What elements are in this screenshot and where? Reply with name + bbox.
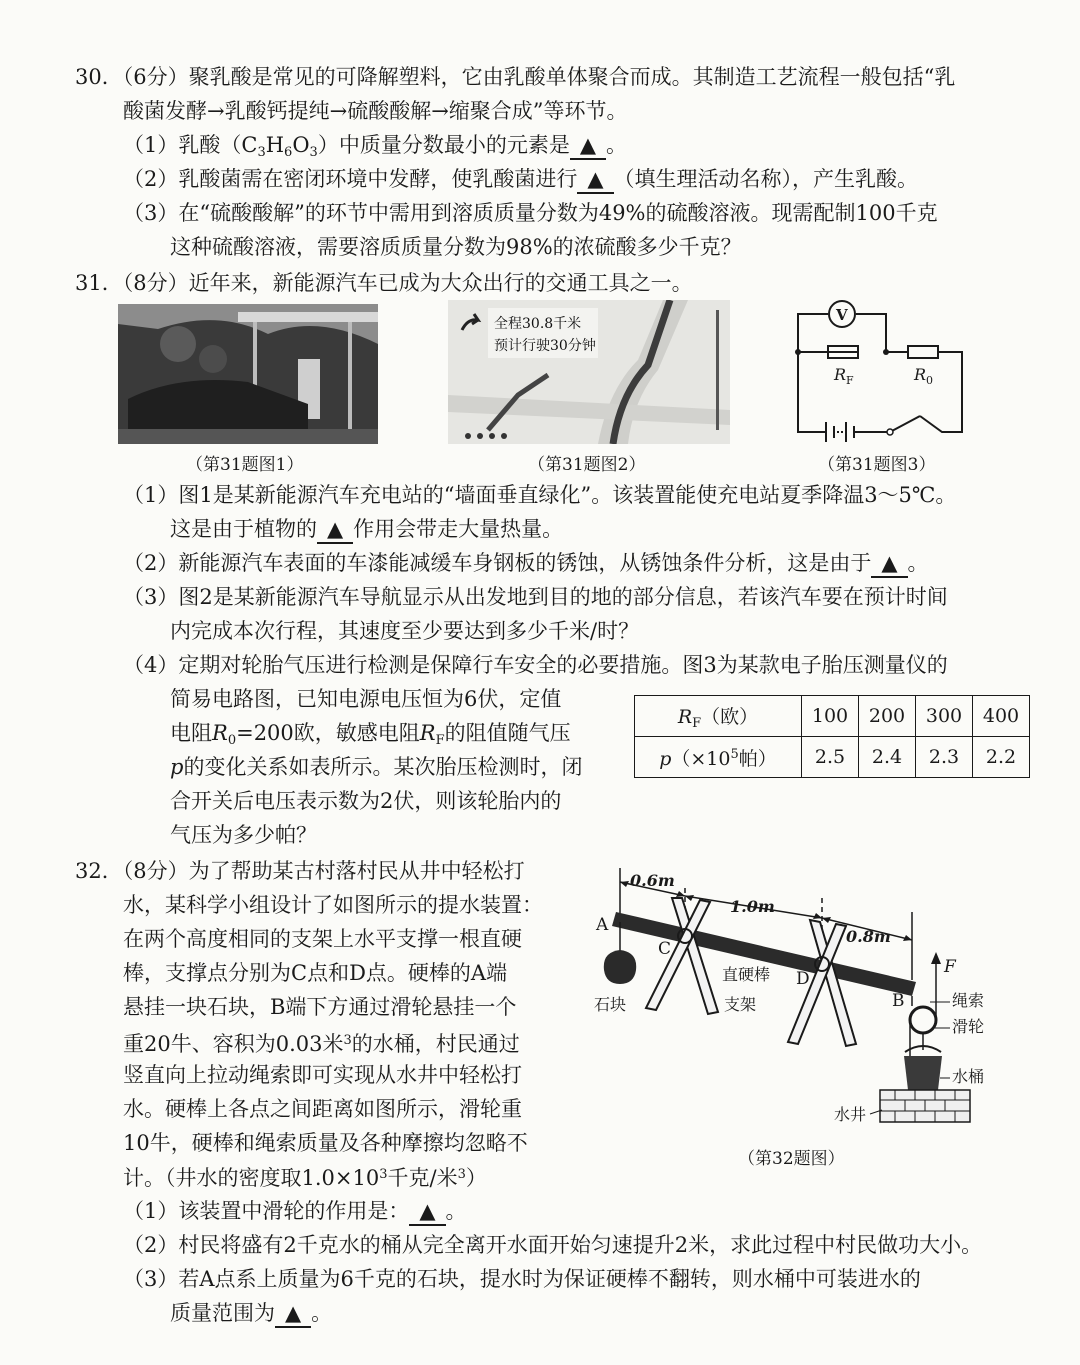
rf-pressure-table — [634, 695, 1030, 778]
q31-figure3-circuit — [790, 296, 970, 444]
point-c-label: C — [658, 939, 672, 959]
q32-stem-line8: 水。硬棒上各点之间距离如图所示，滑轮重 — [123, 1097, 522, 1121]
point-d-label: D — [796, 969, 810, 989]
voltmeter-label: V — [836, 306, 848, 324]
q31-part4-line5: 合开关后电压表示数为2伏，则该轮胎内的 — [170, 789, 562, 813]
label-frame: 支架 — [724, 995, 757, 1014]
table-cell: 400 — [973, 696, 1030, 737]
q32-part3-line1: （3）若A点系上质量为6千克的石块，提水时为保证硬棒不翻转，则水桶中可装进水的 — [123, 1267, 921, 1291]
q32-stem-line4: 棒，支撑点分别为C点和D点。硬棒的A端 — [123, 961, 508, 985]
q30-stem-line2: 酸菌发酵→乳酸钙提纯→硫酸酸解→缩聚合成”等环节。 — [123, 99, 628, 123]
q31-nav-line1: 全程30.8千米 — [494, 316, 582, 332]
dim-0-8m: 0.8m — [846, 927, 891, 946]
q32-stem-line3: 在两个高度相同的支架上水平支撑一根直硬 — [123, 927, 522, 951]
answer-blank-q30-2[interactable]: ▲ — [577, 166, 613, 194]
table-cell: 2.5 — [802, 737, 859, 778]
q31-fig2-caption: （第31题图2） — [528, 455, 646, 475]
q32-stem-line6: 重20牛、容积为0.03米$^3$的水桶，村民通过 — [123, 1032, 520, 1056]
q31-figure1-photo — [118, 304, 378, 444]
q30-part1: （1）乳酸$(C_3H_6O_3)$中质量分数最小的元素是 ▲ 。 — [123, 133, 627, 160]
dim-1-0m: 1.0m — [730, 897, 775, 916]
q32-stem-line7: 竖直向上拉动绳索即可实现从水井中轻松打 — [123, 1063, 522, 1087]
label-rod: 直硬棒 — [722, 965, 771, 984]
q30-part3-line1: （3）在“硫酸酸解”的环节中需用到溶质质量分数为49%的硫酸溶液。现需配制100千克 — [123, 201, 938, 225]
q31-stem: 31．（8分）近年来，新能源汽车已成为大众出行的交通工具之一。 — [75, 271, 693, 295]
q31-part4-line4: p的变化关系如表所示。某次胎压检测时，闭 — [170, 755, 583, 779]
q32-stem-line9: 10牛，硬棒和绳索质量及各种摩擦均忽略不 — [123, 1131, 528, 1155]
table-cell: 2.4 — [859, 737, 916, 778]
q32-part3-line2: 质量范围为 ▲ 。 — [170, 1298, 332, 1328]
q32-stem-line1: 32．（8分）为了帮助某古村落村民从井中轻松打 — [75, 859, 525, 883]
q32-part1: （1）该装置中滑轮的作用是： ▲ 。 — [123, 1196, 467, 1226]
q31-nav-line2: 预计行驶30分钟 — [494, 338, 596, 354]
rf-label: R — [834, 365, 847, 384]
label-bucket: 水桶 — [952, 1067, 985, 1086]
q31-part4-line6: 气压为多少帕？ — [170, 823, 317, 847]
q30-part2: （2）乳酸菌需在密闭环境中发酵，使乳酸菌进行 ▲ （填生理活动名称），产生乳酸。 — [123, 164, 918, 194]
point-b-label: B — [892, 991, 905, 1011]
dim-0-6m: 0.6m — [630, 871, 675, 890]
stone — [604, 950, 636, 984]
table-cell: 2.2 — [973, 737, 1030, 778]
bucket — [904, 1056, 942, 1090]
q30-part3-line2: 这种硫酸溶液，需要溶质质量分数为98%的浓硫酸多少千克？ — [170, 235, 742, 259]
label-well: 水井 — [834, 1105, 867, 1124]
q32-stem-line5: 悬挂一块石块，B端下方通过滑轮悬挂一个 — [123, 995, 517, 1019]
q31-part4-line2: 简易电路图，已知电源电压恒为6伏，定值 — [170, 687, 562, 711]
table-row — [635, 696, 1030, 737]
answer-blank-q30-1[interactable]: ▲ — [570, 132, 606, 160]
q31-part3-line2: 内完成本次行程，其速度至少要达到多少千米/时？ — [170, 619, 640, 643]
rf-label-sub: F — [846, 374, 854, 387]
table-cell: 2.3 — [916, 737, 973, 778]
pulley — [910, 1007, 936, 1033]
q31-part1-line2: 这是由于植物的 ▲ 作用会带走大量热量。 — [170, 514, 563, 544]
q32-stem-line2: 水，某科学小组设计了如图所示的提水装置： — [123, 893, 543, 917]
table-cell: 100 — [802, 696, 859, 737]
q31-part4-line3: 电阻$R_0=200$欧，敏感电阻$R_F$的阻值随气压 — [170, 721, 571, 748]
answer-blank-q31-1[interactable]: ▲ — [317, 516, 353, 544]
q32-fig-caption: （第32题图） — [738, 1149, 845, 1169]
q31-figure2-navigation — [448, 300, 730, 444]
table-cell: 300 — [916, 696, 973, 737]
q31-part1-line1: （1）图1是某新能源汽车充电站的“墙面垂直绿化”。该装置能使充电站夏季降温3～5℃。 — [123, 483, 957, 507]
q31-part3-line1: （3）图2是某新能源汽车导航显示从出发地到目的地的部分信息，若该汽车要在预计时间 — [123, 585, 948, 609]
label-rope: 绳索 — [952, 991, 985, 1010]
q32-figure-lever — [590, 860, 1010, 1140]
q30-stem-line1: 30．（6分）聚乳酸是常见的可降解塑料，它由乳酸单体聚合而成。其制造工艺流程一般包括“乳 — [75, 65, 956, 89]
q31-fig1-caption: （第31题图1） — [186, 455, 304, 475]
answer-blank-q32-3[interactable]: ▲ — [275, 1300, 311, 1328]
q32-stem-line10: 计。（井水的密度取$1.0\times 10^3$千克/米$^3$） — [123, 1166, 487, 1190]
q31-fig3-caption: （第31题图3） — [818, 455, 936, 475]
table-cell: 200 — [859, 696, 916, 737]
q32-part2: （2）村民将盛有2千克水的桶从完全离开水面开始匀速提升2米，求此过程中村民做功大小。 — [123, 1233, 983, 1257]
r0-resistor — [908, 346, 938, 358]
q31-part4-line1: （4）定期对轮胎气压进行检测是保障行车安全的必要措施。图3为某款电子胎压测量仪的 — [123, 653, 948, 677]
label-pulley: 滑轮 — [952, 1017, 985, 1036]
force-f-label: F — [944, 957, 956, 977]
label-stone: 石块 — [594, 995, 627, 1014]
q31-part2: （2）新能源汽车表面的车漆能减缓车身钢板的锈蚀，从锈蚀条件分析，这是由于 ▲ 。 — [123, 548, 929, 578]
table-head-rf: $R_F$（欧） — [635, 696, 802, 737]
table-head-p: $p(\times 10^5$帕） — [635, 737, 802, 778]
table-row — [635, 737, 1030, 778]
r0-label: R — [914, 365, 927, 384]
answer-blank-q31-2[interactable]: ▲ — [871, 550, 907, 578]
r0-label-sub: 0 — [926, 374, 933, 387]
point-a-label: A — [596, 915, 609, 935]
answer-blank-q32-1[interactable]: ▲ — [409, 1198, 445, 1226]
